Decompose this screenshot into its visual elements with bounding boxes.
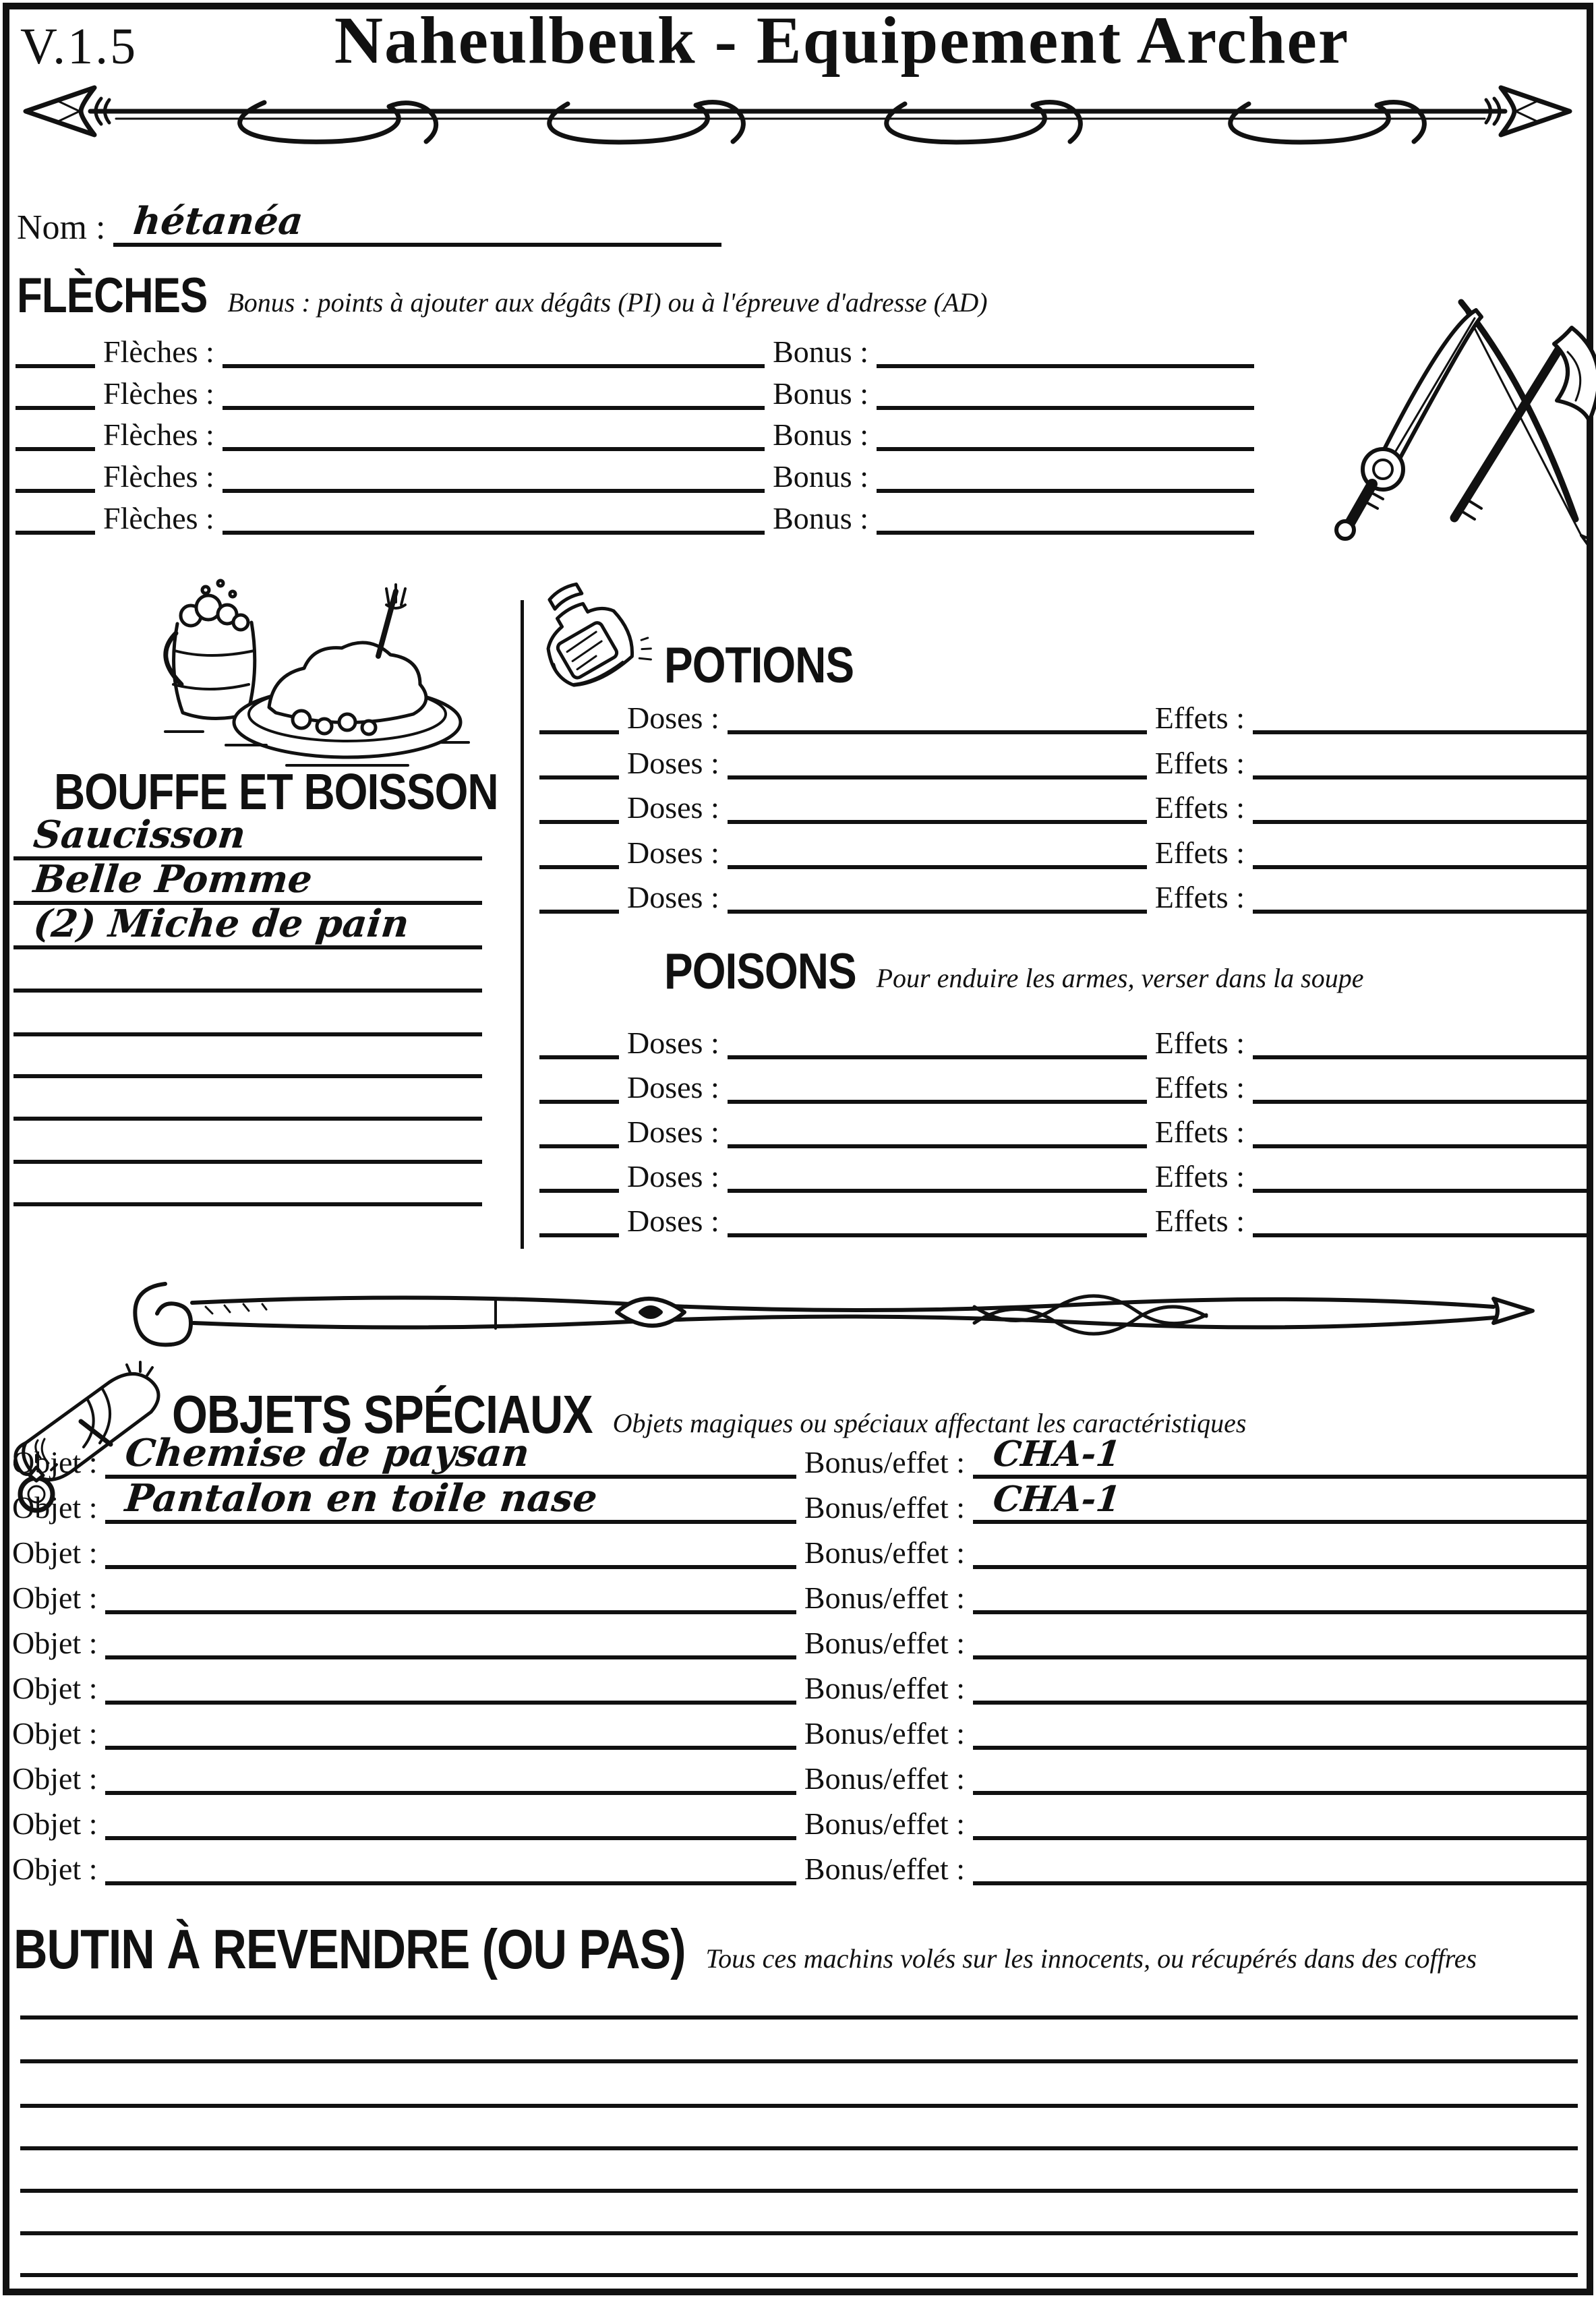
fleches-bonus-line[interactable] xyxy=(877,329,1254,368)
potion-doses-line[interactable] xyxy=(728,695,1147,734)
objet-bonus-line[interactable] xyxy=(973,1846,1590,1885)
fleches-qty-line[interactable] xyxy=(16,329,95,368)
objet-bonus-line[interactable] xyxy=(973,1801,1590,1840)
butin-line[interactable] xyxy=(20,2146,1578,2150)
fleches-bonus-line[interactable] xyxy=(877,454,1254,493)
page-title: Naheulbeuk - Equipement Archer xyxy=(334,3,1350,78)
objet-name-line[interactable] xyxy=(105,1756,796,1795)
objet-bonus-line[interactable] xyxy=(973,1620,1590,1659)
bonus-effet-label: Bonus/effet : xyxy=(804,1490,965,1525)
fleches-heading: FLÈCHES xyxy=(17,268,208,324)
objet-name-line[interactable] xyxy=(105,1620,796,1659)
effets-label: Effets : xyxy=(1154,790,1245,825)
potion-row xyxy=(539,875,1590,914)
bonus-effet-label: Bonus/effet : xyxy=(804,1806,965,1841)
objet-bonus-line[interactable] xyxy=(973,1666,1590,1705)
bonus-label: Bonus : xyxy=(773,376,868,411)
poison-row xyxy=(539,1154,1590,1193)
butin-line[interactable] xyxy=(20,2231,1578,2235)
effets-label: Effets : xyxy=(1154,1203,1245,1238)
doses-label: Doses : xyxy=(627,745,719,780)
potion-doses-line[interactable] xyxy=(728,875,1147,914)
objet-row xyxy=(12,1431,1590,1479)
potion-bottle-illustration xyxy=(526,579,671,708)
bouffe-heading: BOUFFE ET BOISSON xyxy=(54,763,498,821)
objet-row xyxy=(12,1476,1590,1525)
effets-label: Effets : xyxy=(1154,879,1245,914)
crossed-weapons-illustration xyxy=(1305,295,1596,557)
bonus-qty-line[interactable] xyxy=(705,412,765,451)
poison-row xyxy=(539,1198,1590,1237)
fleches-bonus-line[interactable] xyxy=(877,412,1254,451)
version-label: V.1.5 xyxy=(20,18,138,75)
name-value: hétanéa xyxy=(131,199,306,243)
bonus-label: Bonus : xyxy=(773,459,868,494)
effets-label: Effets : xyxy=(1154,1025,1245,1060)
objet-row xyxy=(12,1666,1590,1705)
poison-effets-line[interactable] xyxy=(1253,1109,1590,1148)
fleches-row xyxy=(16,412,1254,451)
doses-label: Doses : xyxy=(627,835,719,870)
name-label: Nom : xyxy=(17,208,106,247)
poisons-heading-row xyxy=(664,942,1364,1000)
fleches-bonus-line[interactable] xyxy=(877,496,1254,535)
butin-heading: BUTIN À REVENDRE (OU PAS) xyxy=(13,1918,686,1980)
butin-line[interactable] xyxy=(20,2015,1578,2020)
effets-label: Effets : xyxy=(1154,1158,1245,1194)
bouffe-item-line[interactable] xyxy=(13,1078,482,1121)
objet-bonus-line[interactable]: CHA-1 xyxy=(973,1485,1590,1524)
poison-qty-line[interactable] xyxy=(539,1020,619,1059)
objets-subtitle: Objets magiques ou spéciaux affectant les caractéristiques xyxy=(612,1408,1247,1438)
bouffe-item-line[interactable]: (2) Miche de pain xyxy=(13,906,482,949)
bonus-effet-label: Bonus/effet : xyxy=(804,1580,965,1615)
bonus-effet-label: Bonus/effet : xyxy=(804,1670,965,1705)
bouffe-item-line[interactable]: Saucisson xyxy=(13,817,482,860)
bouffe-item-line[interactable] xyxy=(13,993,482,1036)
poison-row xyxy=(539,1065,1590,1104)
potion-row xyxy=(539,785,1590,824)
bonus-effet-label: Bonus/effet : xyxy=(804,1444,965,1479)
objets-heading: OBJETS SPÉCIAUX xyxy=(172,1384,593,1445)
objet-name-line[interactable] xyxy=(105,1530,796,1569)
potion-qty-line[interactable] xyxy=(539,785,619,824)
fleches-type-line[interactable] xyxy=(223,329,705,368)
doses-label: Doses : xyxy=(627,1158,719,1194)
poisons-subtitle: Pour enduire les armes, verser dans la soupe xyxy=(876,963,1364,993)
potion-effets-line[interactable] xyxy=(1253,695,1590,734)
fleches-label: Flèches : xyxy=(103,459,214,494)
bonus-effet-label: Bonus/effet : xyxy=(804,1625,965,1660)
objet-name-line[interactable] xyxy=(105,1801,796,1840)
bonus-qty-line[interactable] xyxy=(705,329,765,368)
poisons-heading: POISONS xyxy=(664,942,856,1000)
objet-row xyxy=(12,1756,1590,1795)
potion-effets-line[interactable] xyxy=(1253,785,1590,824)
potions-heading: POTIONS xyxy=(664,636,854,694)
objet-name-line[interactable] xyxy=(105,1846,796,1885)
bouffe-item-line[interactable] xyxy=(13,949,482,993)
bouffe-item-line[interactable] xyxy=(13,1121,482,1164)
butin-line[interactable] xyxy=(20,2273,1578,2277)
doses-label: Doses : xyxy=(627,1025,719,1060)
butin-line[interactable] xyxy=(20,2104,1578,2108)
objet-name-line[interactable] xyxy=(105,1666,796,1705)
objet-row xyxy=(12,1620,1590,1659)
poison-qty-line[interactable] xyxy=(539,1198,619,1237)
objet-bonus-line[interactable] xyxy=(973,1530,1590,1569)
poison-doses-line[interactable] xyxy=(728,1154,1147,1193)
fleches-label: Flèches : xyxy=(103,376,214,411)
butin-subtitle: Tous ces machins volés sur les innocents, ou récupérés dans des coffres xyxy=(705,1943,1477,1974)
fleches-subtitle: Bonus : points à ajouter aux dégâts (PI) ou à l'épreuve d'adresse (AD) xyxy=(227,287,988,318)
potions-heading-row xyxy=(664,636,854,694)
bonus-label: Bonus : xyxy=(773,334,868,369)
bonus-label: Bonus : xyxy=(773,500,868,535)
fleches-row xyxy=(16,329,1254,368)
poison-qty-line[interactable] xyxy=(539,1109,619,1148)
potion-qty-line[interactable] xyxy=(539,875,619,914)
butin-heading-row xyxy=(13,1918,1477,1980)
objet-row xyxy=(12,1711,1590,1750)
objet-row xyxy=(12,1575,1590,1614)
objet-row xyxy=(12,1801,1590,1840)
name-input-line[interactable] xyxy=(113,199,721,247)
objet-label: Objet : xyxy=(12,1761,98,1796)
bouffe-item-line[interactable] xyxy=(13,1163,482,1206)
name-row xyxy=(17,199,721,247)
potion-effets-line[interactable] xyxy=(1253,740,1590,779)
bonus-qty-line[interactable] xyxy=(705,496,765,535)
doses-label: Doses : xyxy=(627,790,719,825)
fleches-type-line[interactable] xyxy=(223,496,705,535)
bonus-qty-line[interactable] xyxy=(705,371,765,410)
potion-doses-line[interactable] xyxy=(728,785,1147,824)
bouffe-heading-row xyxy=(54,763,498,821)
objet-name-line[interactable] xyxy=(105,1711,796,1750)
effets-label: Effets : xyxy=(1154,1114,1245,1149)
food-and-drink-illustration xyxy=(125,575,482,775)
objet-row xyxy=(12,1846,1590,1885)
potion-qty-line[interactable] xyxy=(539,740,619,779)
poison-row xyxy=(539,1109,1590,1148)
doses-label: Doses : xyxy=(627,1069,719,1104)
fleches-qty-line[interactable] xyxy=(16,412,95,451)
butin-line[interactable] xyxy=(20,2059,1578,2063)
objet-name-line[interactable]: Chemise de paysan xyxy=(105,1440,796,1479)
objet-name-line[interactable]: Pantalon en toile nase xyxy=(105,1485,796,1524)
fleches-qty-line[interactable] xyxy=(16,371,95,410)
effets-label: Effets : xyxy=(1154,700,1245,735)
objet-label: Objet : xyxy=(12,1580,98,1615)
objet-bonus-line[interactable] xyxy=(973,1756,1590,1795)
potion-effets-line[interactable] xyxy=(1253,875,1590,914)
fleches-label: Flèches : xyxy=(103,417,214,452)
objet-label: Objet : xyxy=(12,1490,98,1525)
poison-doses-line[interactable] xyxy=(728,1109,1147,1148)
effets-label: Effets : xyxy=(1154,835,1245,870)
objet-label: Objet : xyxy=(12,1806,98,1841)
potion-row xyxy=(539,830,1590,869)
objet-bonus-line[interactable] xyxy=(973,1711,1590,1750)
objet-label: Objet : xyxy=(12,1715,98,1750)
doses-label: Doses : xyxy=(627,700,719,735)
butin-line[interactable] xyxy=(20,2189,1578,2193)
bonus-label: Bonus : xyxy=(773,417,868,452)
fleches-qty-line[interactable] xyxy=(16,496,95,535)
doses-label: Doses : xyxy=(627,1203,719,1238)
potion-doses-line[interactable] xyxy=(728,740,1147,779)
poison-qty-line[interactable] xyxy=(539,1154,619,1193)
fleches-type-line[interactable] xyxy=(223,371,705,410)
effets-label: Effets : xyxy=(1154,1069,1245,1104)
bonus-effet-label: Bonus/effet : xyxy=(804,1851,965,1886)
fleches-row xyxy=(16,371,1254,410)
poison-doses-line[interactable] xyxy=(728,1198,1147,1237)
fleches-type-line[interactable] xyxy=(223,454,705,493)
poison-effets-line[interactable] xyxy=(1253,1154,1590,1193)
poison-doses-line[interactable] xyxy=(728,1065,1147,1104)
potion-doses-line[interactable] xyxy=(728,830,1147,869)
poison-effets-line[interactable] xyxy=(1253,1198,1590,1237)
poison-qty-line[interactable] xyxy=(539,1065,619,1104)
column-divider xyxy=(521,600,524,1249)
doses-label: Doses : xyxy=(627,879,719,914)
spear-arrow-divider-illustration xyxy=(15,80,1580,148)
bonus-effet-label: Bonus/effet : xyxy=(804,1761,965,1796)
bonus-qty-line[interactable] xyxy=(705,454,765,493)
fleches-label: Flèches : xyxy=(103,500,214,535)
potion-row xyxy=(539,695,1590,734)
objet-bonus-line[interactable] xyxy=(973,1575,1590,1614)
poison-doses-line[interactable] xyxy=(728,1020,1147,1059)
bouffe-item-line[interactable]: Belle Pomme xyxy=(13,862,482,905)
bonus-effet-label: Bonus/effet : xyxy=(804,1535,965,1570)
poison-row xyxy=(539,1020,1590,1059)
fleches-label: Flèches : xyxy=(103,334,214,369)
potion-row xyxy=(539,740,1590,779)
staff-divider-illustration xyxy=(118,1265,1541,1361)
doses-label: Doses : xyxy=(627,1114,719,1149)
fleches-bonus-line[interactable] xyxy=(877,371,1254,410)
poison-effets-line[interactable] xyxy=(1253,1065,1590,1104)
poison-effets-line[interactable] xyxy=(1253,1020,1590,1059)
fleches-row xyxy=(16,496,1254,535)
potion-effets-line[interactable] xyxy=(1253,830,1590,869)
objet-row xyxy=(12,1530,1590,1569)
fleches-heading-row xyxy=(17,268,988,324)
objet-label: Objet : xyxy=(12,1851,98,1886)
potion-qty-line[interactable] xyxy=(539,830,619,869)
fleches-qty-line[interactable] xyxy=(16,454,95,493)
objet-label: Objet : xyxy=(12,1535,98,1570)
effets-label: Effets : xyxy=(1154,745,1245,780)
fleches-row xyxy=(16,454,1254,493)
objet-bonus-line[interactable]: CHA-1 xyxy=(973,1440,1590,1479)
objet-label: Objet : xyxy=(12,1625,98,1660)
objet-label: Objet : xyxy=(12,1444,98,1479)
objet-name-line[interactable] xyxy=(105,1575,796,1614)
fleches-type-line[interactable] xyxy=(223,412,705,451)
objet-label: Objet : xyxy=(12,1670,98,1705)
bonus-effet-label: Bonus/effet : xyxy=(804,1715,965,1750)
potion-qty-line[interactable] xyxy=(539,695,619,734)
bouffe-item-line[interactable] xyxy=(13,1035,482,1078)
